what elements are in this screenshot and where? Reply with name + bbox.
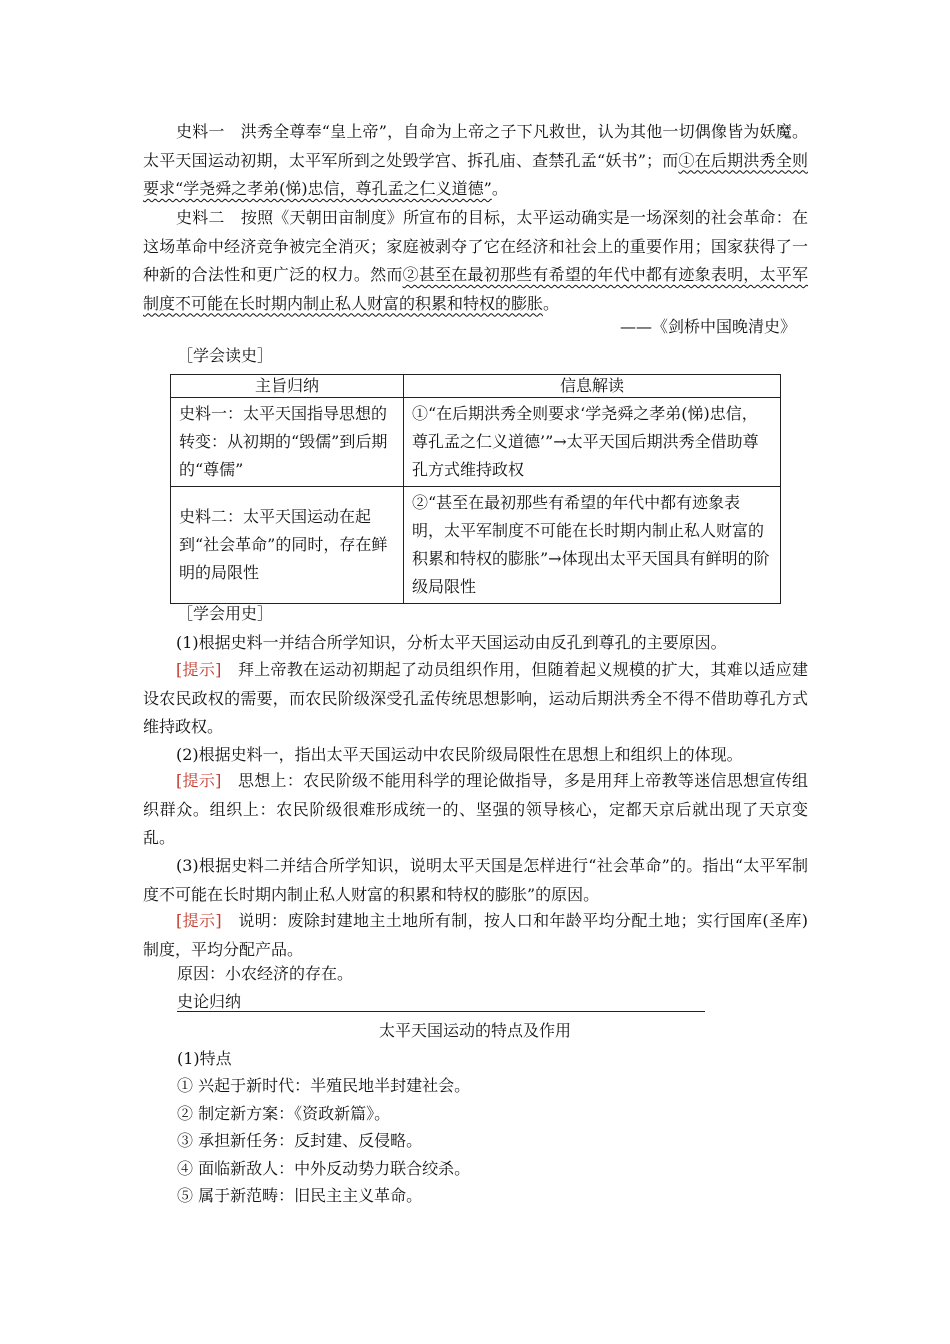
hint-tag: [提示] (176, 771, 222, 790)
learn-read-heading: ［学会读史］ (177, 346, 274, 365)
summary-heading: 史论归纳 (177, 992, 242, 1011)
question-3: (3)根据史料二并结合所学知识，说明太平天国是怎样进行“社会革命”的。指出“太平军制度不可能在长时期内制止私人财富的积累和特权的膨胀”的原因。 (143, 856, 808, 904)
table-row (171, 398, 781, 487)
answer-1: [提示] 拜上帝教在运动初期起了动员组织作用，但随着起义规模的扩大，其难以适应建设农民政权的需要，而农民阶级深受孔孟传统思想影响，运动后期洪秀全不得不借助尊孔方式维持政权。 (143, 660, 808, 736)
hint-tag: [提示] (176, 660, 222, 679)
source-1-head: 史料一 (176, 122, 225, 141)
table-header-row (171, 375, 781, 398)
table-header: 主旨归纳 (171, 375, 404, 398)
answer-2: [提示] 思想上：农民阶级不能用科学的理论做指导，多是用拜上帝教等迷信思想宣传组织群众。组织上：农民阶级很难形成统一的、坚强的领导核心，定都天京后就出现了天京变乱。 (143, 771, 808, 847)
table-cell-interpretation: ①“在后期洪秀全则要求‘学尧舜之孝弟(悌)忠信，尊孔孟之仁义道德’”→太平天国后期洪秀全借助尊孔方式维持政权 (404, 398, 781, 487)
answer-3: [提示] 说明：废除封建地主土地所有制，按人口和年龄平均分配土地；实行国库(圣库)制度，平均分配产品。 (143, 911, 808, 959)
table-cell-interpretation: ②“甚至在最初那些有希望的年代中都有迹象表明，太平军制度不可能在长时期内制止私人财富的积累和特权的膨胀”→体现出太平天国具有鲜明的阶级局限性 (404, 487, 781, 604)
summary-divider (177, 1011, 705, 1012)
hint-tag: [提示] (176, 911, 222, 930)
table-row (171, 487, 781, 604)
table-cell-summary: 史料一：太平天国指导思想的转变：从初期的“毁儒”到后期的“尊儒” (171, 398, 404, 487)
list-item: ② 制定新方案：《资政新篇》。 (177, 1104, 391, 1123)
table-cell-summary: 史料二：太平天国运动在起到“社会革命”的同时，存在鲜明的局限性 (171, 487, 404, 604)
source-2-text: 按照《天朝田亩制度》所宣布的目标，太平运动确实是一场深刻的社会革命：在这场革命中经济竞争被完全消灭；家庭被剥夺了它在经济和社会上的重要作用；国家获得了一种新的合法性和更广泛的权力。然而 (143, 208, 808, 284)
table-header: 信息解读 (404, 375, 781, 398)
analysis-table (170, 374, 781, 604)
list-item: ④ 面临新敌人：中外反动势力联合绞杀。 (177, 1159, 471, 1178)
answer-3-reason: 原因：小农经济的存在。 (177, 964, 354, 983)
source-1-text: 洪秀全尊奉“皇上帝”，自命为上帝之子下凡救世，认为其他一切偶像皆为妖魔。太平天国运动初期，太平军所到之处毁学宫、拆孔庙、查禁孔孟“妖书”；而 (143, 122, 808, 170)
list-item: ③ 承担新任务：反封建、反侵略。 (177, 1131, 423, 1150)
list-item: ① 兴起于新时代：半殖民地半封建社会。 (177, 1076, 471, 1095)
list-item: ⑤ 属于新范畴：旧民主主义革命。 (177, 1186, 423, 1205)
source-2-head: 史料二 (176, 208, 225, 227)
source-2-paragraph: 史料二 按照《天朝田亩制度》所宣布的目标，太平运动确实是一场深刻的社会革命：在这场革命中经济竞争被完全消灭；家庭被剥夺了它在经济和社会上的重要作用；国家获得了一种新的合法性和更广泛的权力。然而②甚至在最初那些有希望的年代中都有迹象表明，太平军制度不可能在长时期内制止私人财富的积累和特权的膨胀。 (143, 208, 808, 313)
summary-subheading: (1)特点 (177, 1049, 232, 1068)
source-2-citation: ——《剑桥中国晚清史》 (620, 317, 797, 336)
learn-use-heading: ［学会用史］ (177, 604, 274, 623)
summary-title: 太平天国运动的特点及作用 (378, 1021, 571, 1040)
source-1-marked-text: ①在后期洪秀全则要求“学尧舜之孝弟(悌)忠信，尊孔孟之仁义道德” (143, 150, 808, 198)
question-2: (2)根据史料一，指出太平天国运动中农民阶级局限性在思想上和组织上的体现。 (176, 745, 743, 764)
source-1-paragraph: 史料一 洪秀全尊奉“皇上帝”，自命为上帝之子下凡救世，认为其他一切偶像皆为妖魔。太平天国运动初期，太平军所到之处毁学宫、拆孔庙、查禁孔孟“妖书”；而①在后期洪秀全则要求“学尧舜之孝弟(悌)忠信，尊孔孟之仁义道德”。 (143, 122, 808, 198)
source-2-marked-text: ②甚至在最初那些有希望的年代中都有迹象表明，太平军制度不可能在长时期内制止私人财富的积累和特权的膨胀 (143, 265, 808, 313)
question-1: (1)根据史料一并结合所学知识，分析太平天国运动由反孔到尊孔的主要原因。 (176, 633, 727, 652)
